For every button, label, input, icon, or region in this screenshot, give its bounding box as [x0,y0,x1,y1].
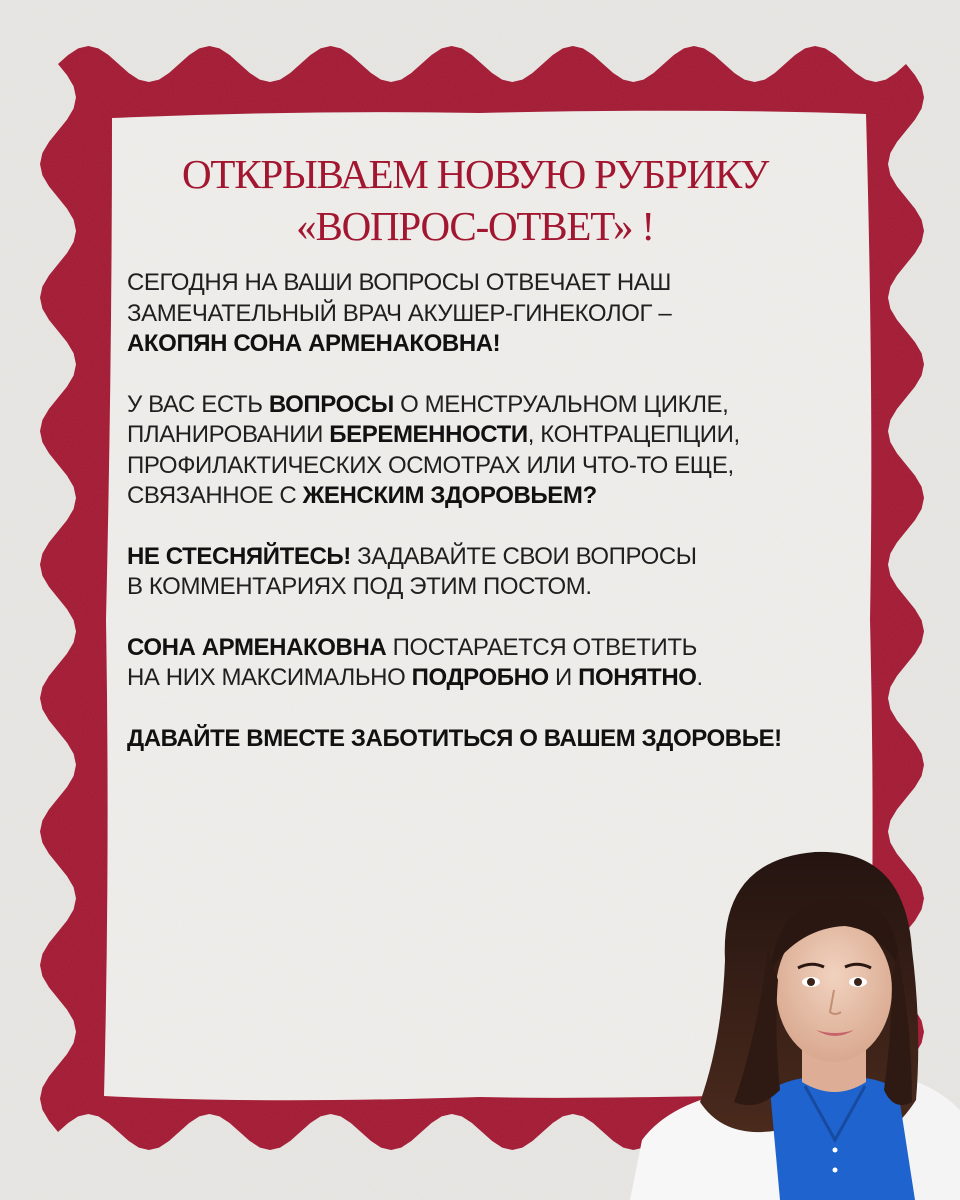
questions-line-1 [127,390,887,421]
questions-emphasis: ВОПРОСЫ [268,390,394,418]
doctor-short-name: СОНА АРМЕНАКОВНА [127,633,387,661]
post-body [127,268,887,784]
intro-line-1: СЕГОДНЯ НА ВАШИ ВОПРОСЫ ОТВЕЧАЕТ НАШ [127,269,671,296]
closing-paragraph [127,724,887,755]
questions-text: О МЕНСТРУАЛЬНОМ ЦИКЛЕ, [393,390,729,418]
doctor-name: АКОПЯН СОНА АРМЕНАКОВНА! [127,330,501,357]
promise-line-2 [127,663,887,694]
invite-text: ЗАДАВАЙТЕ СВОИ ВОПРОСЫ [350,542,697,570]
closing-line [127,724,887,755]
doctor-portrait-icon [630,852,960,1200]
invite-line-2: В КОММЕНТАРИЯХ ПОД ЭТИМ ПОСТОМ. [127,573,592,600]
dont-hesitate-emphasis: НЕ СТЕСНЯЙТЕСЬ! [127,542,351,570]
post-title-line-2: «ВОПРОС-ОТВЕТ» ! [296,203,654,249]
promise-text: ПОСТАРАЕТСЯ ОТВЕТИТЬ [386,633,698,661]
invite-line-1 [127,542,887,573]
post-title [130,148,820,252]
questions-text: У ВАС ЕСТЬ [127,390,269,418]
questions-text: ПЛАНИРОВАНИИ [127,421,330,448]
closing-slogan: ДАВАЙТЕ ВМЕСТЕ ЗАБОТИТЬСЯ О ВАШЕМ ЗДОРОВЬЕ! [127,724,782,752]
questions-paragraph [127,390,887,512]
detailed-emphasis: ПОДРОБНО [411,664,549,691]
questions-line-3: ПРОФИЛАКТИЧЕСКИХ ОСМОТРАХ ИЛИ ЧТО-ТО ЕЩЕ, [127,451,734,479]
promise-text: НА НИХ МАКСИМАЛЬНО [127,664,412,691]
intro-line-2: ЗАМЕЧАТЕЛЬНЫЙ ВРАЧ АКУШЕР-ГИНЕКОЛОГ – [127,299,672,327]
invite-paragraph [127,542,887,603]
intro-line-3 [127,329,887,360]
post-title-line-1: ОТКРЫВАЕМ НОВУЮ РУБРИКУ [181,151,769,197]
promise-text: . [696,664,703,691]
womens-health-emphasis: ЖЕНСКИМ ЗДОРОВЬЕМ? [302,482,597,509]
doctor-photo [630,840,960,1200]
pregnancy-emphasis: БЕРЕМЕННОСТИ [329,421,528,448]
questions-line-4 [127,481,887,512]
questions-line-2 [127,420,887,451]
promise-paragraph [127,633,887,694]
promise-line-1 [127,633,887,664]
clear-emphasis: ПОНЯТНО [578,664,697,691]
questions-text: , КОНТРАЦЕПЦИИ, [527,421,740,448]
questions-text: СВЯЗАННОЕ С [127,482,303,509]
intro-paragraph [127,268,887,360]
promise-text: И [548,664,579,691]
